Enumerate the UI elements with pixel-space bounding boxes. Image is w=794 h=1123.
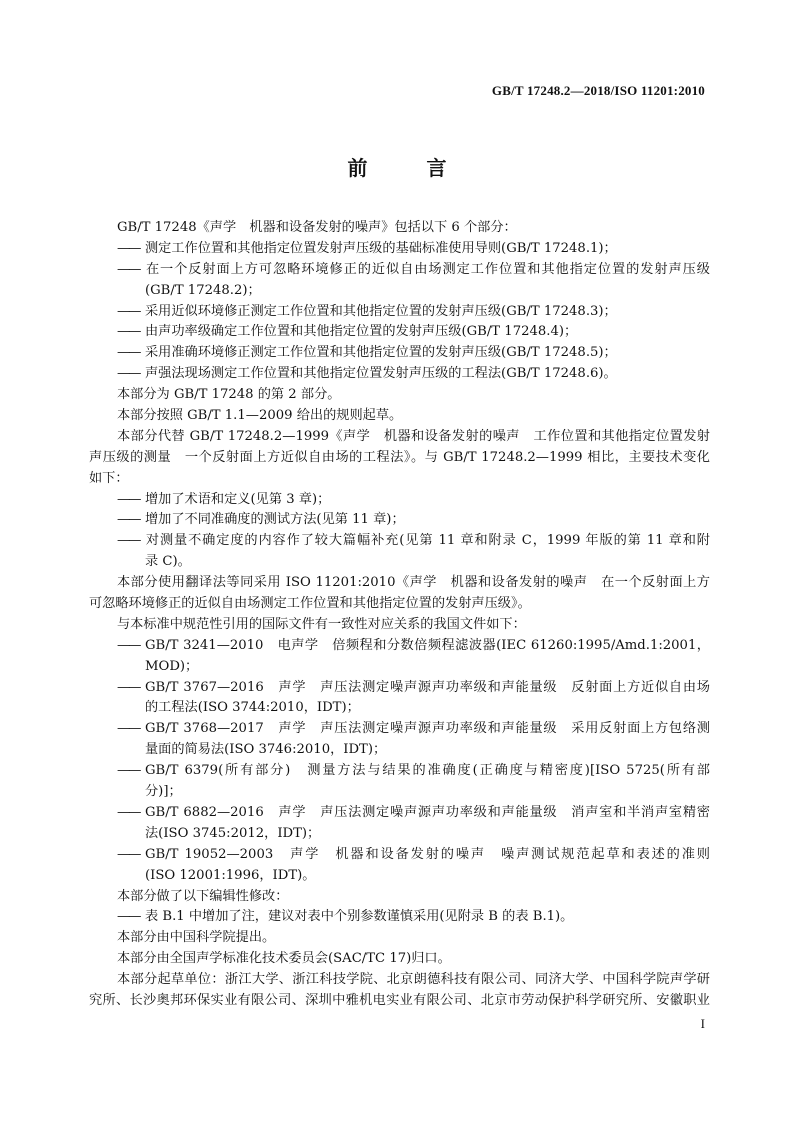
em-dash-bullet: —— (117, 324, 140, 340)
line-text: 由声功率级确定工作位置和其他指定位置的发射声压级(GB/T 17248.4)； (145, 324, 578, 340)
line-text: 分)]； (145, 784, 182, 800)
line-text: 本部分按照 GB/T 1.1—2009 给出的规则起草。 (117, 408, 403, 424)
text-line (89, 782, 710, 803)
line-text: 究所、长沙奥邦环保实业有限公司、深圳中雅机电实业有限公司、北京市劳动保护科学研究所、安徽职业 (89, 992, 710, 1008)
em-dash-bullet: —— (117, 491, 140, 507)
line-text: 本部分使用翻译法等同采用 ISO 11201:2010《声学 机器和设备发射的噪声 在一个反射面上方 (117, 575, 710, 591)
line-text: 增加了不同准确度的测试方法(见第 11 章)； (145, 512, 405, 528)
em-dash-bullet: —— (117, 261, 140, 277)
line-text: 法(ISO 3745:2012，IDT)； (145, 825, 321, 841)
list-item (89, 239, 710, 260)
list-item (89, 490, 710, 511)
em-dash-bullet: —— (117, 846, 140, 862)
line-text: GB/T 6379(所有部分) 测量方法与结果的准确度(正确度与精密度)[ISO 5725(所有部 (145, 763, 710, 779)
line-text: GB/T 3767—2016 声学 声压法测定噪声源声功率级和声能量级 反射面上方近似自由场 (145, 679, 710, 695)
text-line (89, 657, 710, 678)
page-number: I (700, 1016, 705, 1031)
line-text: 录 C)。 (145, 554, 191, 570)
em-dash-bullet: —— (117, 345, 140, 361)
line-text: 声压级的测量 一个反射面上方近似自由场的工程法》。与 GB/T 17248.2—1999 相比，主要技术变化 (89, 449, 710, 465)
em-dash-bullet: —— (117, 721, 140, 737)
text-line (89, 573, 710, 594)
text-line (89, 991, 710, 1012)
page-title: 前 言 (347, 156, 473, 180)
text-line (89, 427, 710, 448)
em-dash-bullet: —— (117, 679, 140, 695)
text-line (89, 928, 710, 949)
list-item (89, 636, 710, 657)
text-line (89, 218, 710, 239)
line-text: 本部分由全国声学标准化技术委员会(SAC/TC 17)归口。 (117, 951, 451, 967)
text-line (89, 949, 710, 970)
list-item (89, 531, 710, 552)
line-text: 采用准确环境修正测定工作位置和其他指定位置的发射声压级(GB/T 17248.5)； (145, 345, 617, 361)
list-item (89, 761, 710, 782)
line-text: 如下： (89, 470, 129, 486)
line-text: GB/T 3241—2010 电声学 倍频程和分数倍频程滤波器(IEC 61260:1995/Amd.1:2001， (145, 637, 710, 653)
line-text: 声强法现场测定工作位置和其他指定位置发射声压级的工程法(GB/T 17248.6)。 (145, 366, 617, 382)
list-item (89, 845, 710, 866)
list-item (89, 907, 710, 928)
text-line (89, 698, 710, 719)
em-dash-bullet: —— (117, 512, 140, 528)
line-text: 本部分做了以下编辑性修改： (117, 888, 289, 904)
list-item (89, 364, 710, 385)
line-text: MOD)； (145, 658, 199, 674)
em-dash-bullet: —— (117, 533, 140, 549)
list-item (89, 510, 710, 531)
line-text: GB/T 6882—2016 声学 声压法测定噪声源声功率级和声能量级 消声室和半消声室精密 (145, 804, 710, 820)
line-text: GB/T 17248《声学 机器和设备发射的噪声》包括以下 6 个部分： (117, 220, 517, 235)
text-line (89, 970, 710, 991)
list-item (89, 322, 710, 343)
em-dash-bullet: —— (117, 303, 140, 319)
list-item (89, 719, 710, 740)
line-text: GB/T 3768—2017 声学 声压法测定噪声源声功率级和声能量级 采用反射面上方包络测 (145, 721, 710, 737)
line-text: 增加了术语和定义(见第 3 章)； (145, 491, 331, 507)
em-dash-bullet: —— (117, 804, 140, 820)
em-dash-bullet: —— (117, 763, 140, 779)
text-line (89, 448, 710, 469)
line-text: 与本标准中规范性引用的国际文件有一致性对应关系的我国文件如下： (117, 616, 526, 632)
line-text: GB/T 19052—2003 声学 机器和设备发射的噪声 噪声测试规范起草和表述的准则 (145, 846, 710, 862)
line-text: 本部分为 GB/T 17248 的第 2 部分。 (117, 387, 341, 403)
text-line (89, 594, 710, 615)
line-text: (ISO 12001:1996，IDT)。 (145, 867, 316, 883)
em-dash-bullet: —— (117, 637, 140, 653)
line-text: (GB/T 17248.2)； (145, 282, 261, 298)
em-dash-bullet: —— (117, 909, 140, 925)
line-text: 本部分由中国科学院提出。 (117, 930, 276, 946)
line-text: 对测量不确定度的内容作了较大篇幅补充(见第 11 章和附录 C，1999 年版的第 11 章和附 (145, 533, 710, 549)
line-text: 可忽略环境修正的近似自由场测定工作位置和其他指定位置的发射声压级》。 (89, 596, 531, 612)
line-text: 测定工作位置和其他指定位置发射声压级的基础标准使用导则(GB/T 17248.1)； (145, 240, 617, 256)
line-text: 的工程法(ISO 3744:2010，IDT)； (145, 700, 360, 716)
line-text: 采用近似环境修正测定工作位置和其他指定位置的发射声压级(GB/T 17248.3)； (145, 303, 617, 319)
list-item (89, 343, 710, 364)
foreword-body (89, 218, 710, 1012)
text-line (89, 740, 710, 761)
line-text: 量面的简易法(ISO 3746:2010，IDT)； (145, 742, 387, 758)
line-text: 在一个反射面上方可忽略环境修正的近似自由场测定工作位置和其他指定位置的发射声压级 (145, 261, 710, 277)
text-line (89, 385, 710, 406)
list-item (89, 803, 710, 824)
text-line (89, 615, 710, 636)
em-dash-bullet: —— (117, 240, 140, 256)
list-item (89, 260, 710, 281)
list-item (89, 678, 710, 699)
text-line (89, 887, 710, 908)
text-line (89, 866, 710, 887)
line-text: 表 B.1 中增加了注，建议对表中个别参数谨慎采用(见附录 B 的表 B.1)。 (145, 909, 574, 925)
line-text: 本部分起草单位：浙江大学、浙江科技学院、北京朗德科技有限公司、同济大学、中国科学院声学研 (117, 972, 710, 988)
text-line (89, 824, 710, 845)
text-line (89, 281, 710, 302)
line-text: 本部分代替 GB/T 17248.2—1999《声学 机器和设备发射的噪声 工作位置和其他指定位置发射 (117, 428, 710, 444)
text-line (89, 469, 710, 490)
list-item (89, 302, 710, 323)
text-line (89, 406, 710, 427)
text-line (89, 552, 710, 573)
standard-number-header: GB/T 17248.2—2018/ISO 11201:2010 (491, 83, 705, 98)
em-dash-bullet: —— (117, 366, 140, 382)
